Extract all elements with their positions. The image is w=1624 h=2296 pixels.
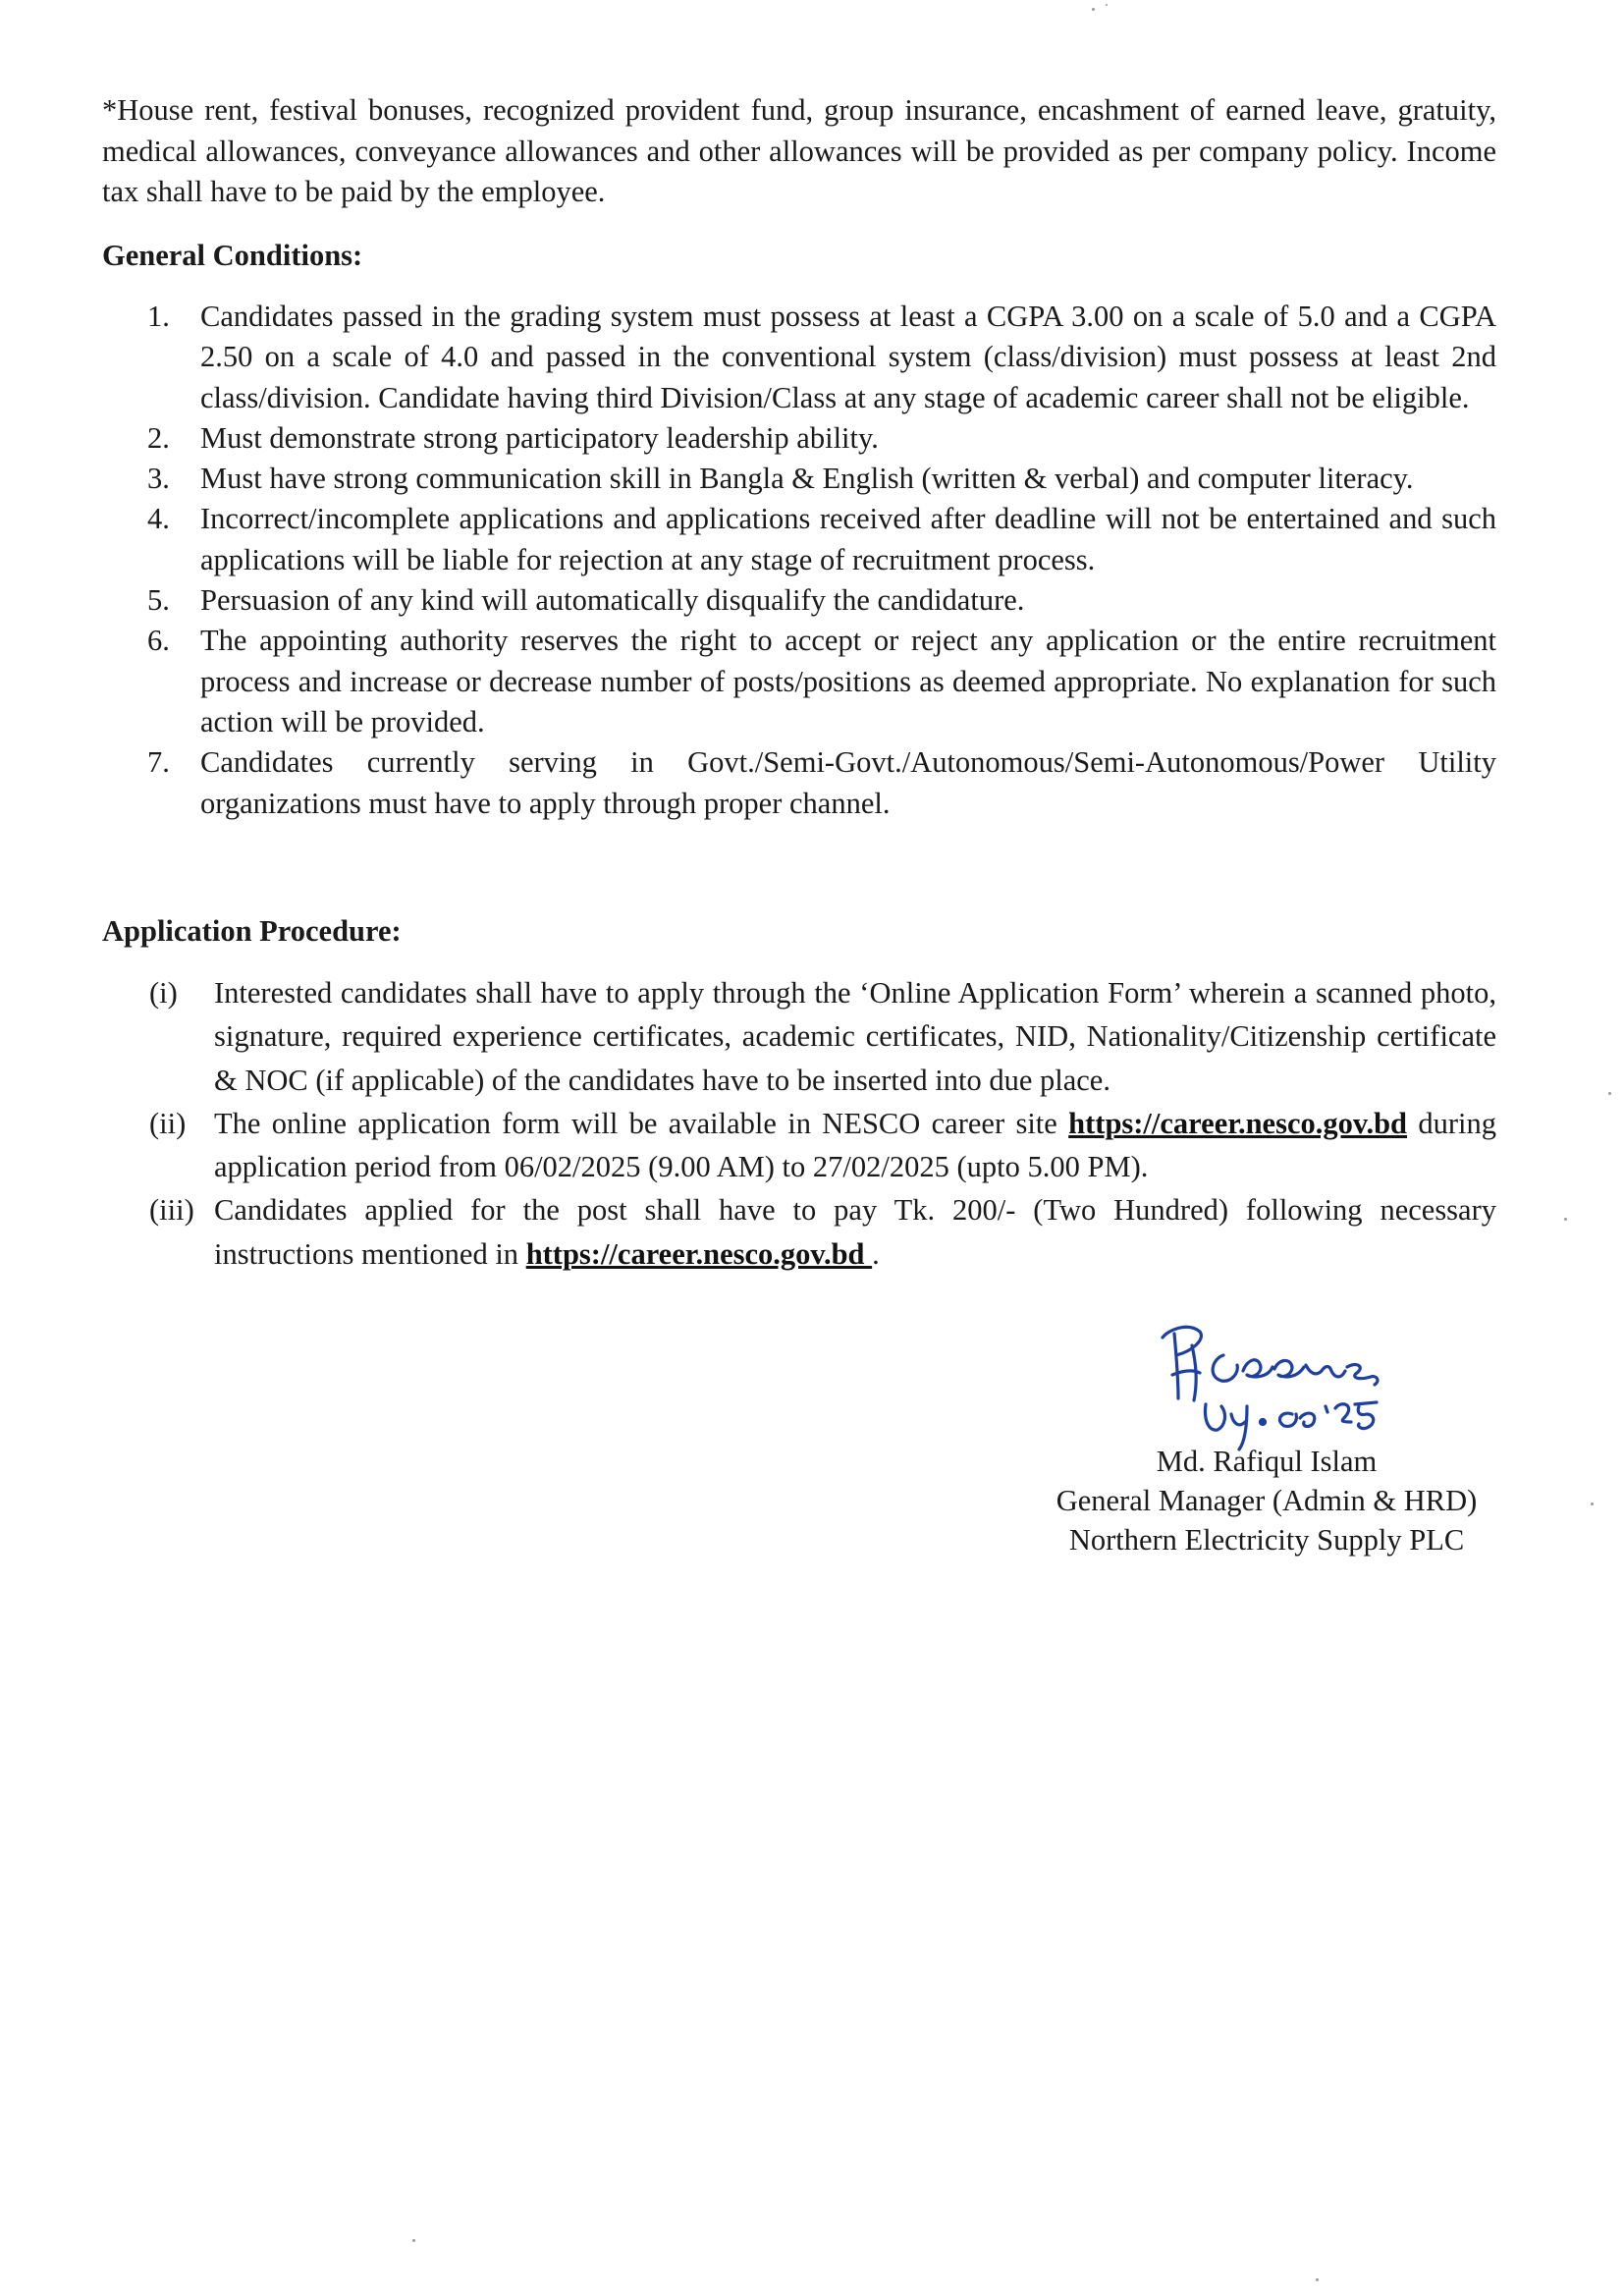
- general-conditions-heading: General Conditions:: [102, 239, 363, 272]
- condition-item: [102, 499, 1496, 580]
- procedure-text: during application period from 06/02/2025 (9.00 AM) to 27/02/2025 (upto 5.00 PM).: [214, 1106, 1496, 1184]
- scan-speck: [1564, 1218, 1567, 1221]
- condition-item: [102, 580, 1496, 621]
- procedure-item: [102, 1102, 1496, 1189]
- condition-text: Candidates passed in the grading system must possess at least a CGPA 3.00 on a scale of 5.0 and a CGPA 2.50 on a scale of 4.0 and passed in the conventional system (class/division) must possess at least 2nd class/division. Candidate having third Division/Class at any stage of academic career shall not be eligible.: [200, 300, 1496, 414]
- scan-speck: [1106, 4, 1108, 6]
- procedure-text: The online application form will be available in NESCO career site: [214, 1106, 1069, 1140]
- condition-text: Persuasion of any kind will automatically disqualify the candidature.: [200, 583, 1025, 618]
- procedure-text: Interested candidates shall have to apply through the ‘Online Application Form’ wherein a scanned photo, signature, required experience certificates, academic certificates, NID, Nationality/Citizenship certificate & NOC (if applicable) of the candidates have to be inserted into due place.: [214, 976, 1496, 1097]
- condition-number: 6.: [147, 624, 170, 658]
- scan-speck: [1316, 2278, 1319, 2281]
- procedure-text: .: [872, 1236, 880, 1271]
- signatory-block: [1001, 1442, 1532, 1559]
- condition-item: [102, 621, 1496, 742]
- condition-item: [102, 418, 1496, 459]
- condition-number: 5.: [147, 583, 170, 618]
- procedure-item: [102, 971, 1496, 1102]
- condition-text: Candidates currently serving in Govt./Semi-Govt./Autonomous/Semi-Autonomous/Power Utility organizations must have to apply through proper channel.: [200, 745, 1496, 820]
- procedure-number: (ii): [149, 1106, 187, 1140]
- career-site-link[interactable]: https://career.nesco.gov.bd: [525, 1236, 873, 1271]
- condition-text: The appointing authority reserves the right to accept or reject any application or the entire recruitment process and increase or decrease number of posts/positions as deemed appropriate. No explanation for such action will be provided.: [200, 624, 1496, 738]
- condition-item: [102, 742, 1496, 824]
- condition-number: 1.: [147, 300, 170, 333]
- career-site-link[interactable]: https://career.nesco.gov.bd: [1068, 1106, 1407, 1140]
- condition-text: Incorrect/incomplete applications and applications received after deadline will not be entertained and such applications will be liable for rejection at any stage of recruitment process.: [200, 502, 1496, 576]
- condition-text: Must have strong communication skill in Bangla & English (written & verbal) and computer literacy.: [200, 462, 1414, 496]
- condition-text: Must demonstrate strong participatory leadership ability.: [200, 420, 879, 455]
- procedure-item: [102, 1188, 1496, 1276]
- signatory-name: Md. Rafiqul Islam: [1156, 1445, 1378, 1478]
- condition-number: 4.: [147, 502, 170, 536]
- application-procedure-heading: Application Procedure:: [102, 914, 402, 948]
- procedure-text: Candidates applied for the post shall have to pay Tk. 200/- (Two Hundred) following necessary instructions mentioned in: [214, 1193, 1496, 1271]
- procedure-number: (iii): [149, 1193, 194, 1228]
- condition-number: 3.: [147, 462, 170, 496]
- condition-item: [102, 459, 1496, 499]
- condition-number: 7.: [147, 745, 170, 780]
- signatory-organization: Northern Electricity Supply PLC: [1068, 1523, 1465, 1557]
- procedure-number: (i): [149, 976, 178, 1010]
- general-conditions-list: [102, 297, 1496, 824]
- compensation-note: *House rent, festival bonuses, recognized provident fund, group insurance, encashment of earned leave, gratuity, medical allowances, conveyance allowances and other allowances will be provided as per company policy. Income tax shall have to be paid by the employee.: [102, 93, 1496, 208]
- scan-speck: [412, 2239, 415, 2242]
- condition-item: [102, 297, 1496, 418]
- condition-number: 2.: [147, 420, 170, 455]
- scan-speck: [1608, 1092, 1611, 1095]
- scan-speck: [1092, 8, 1095, 11]
- scan-speck: [1591, 1503, 1594, 1505]
- signatory-title: General Manager (Admin & HRD): [1056, 1484, 1478, 1517]
- application-procedure-list: [102, 971, 1496, 1276]
